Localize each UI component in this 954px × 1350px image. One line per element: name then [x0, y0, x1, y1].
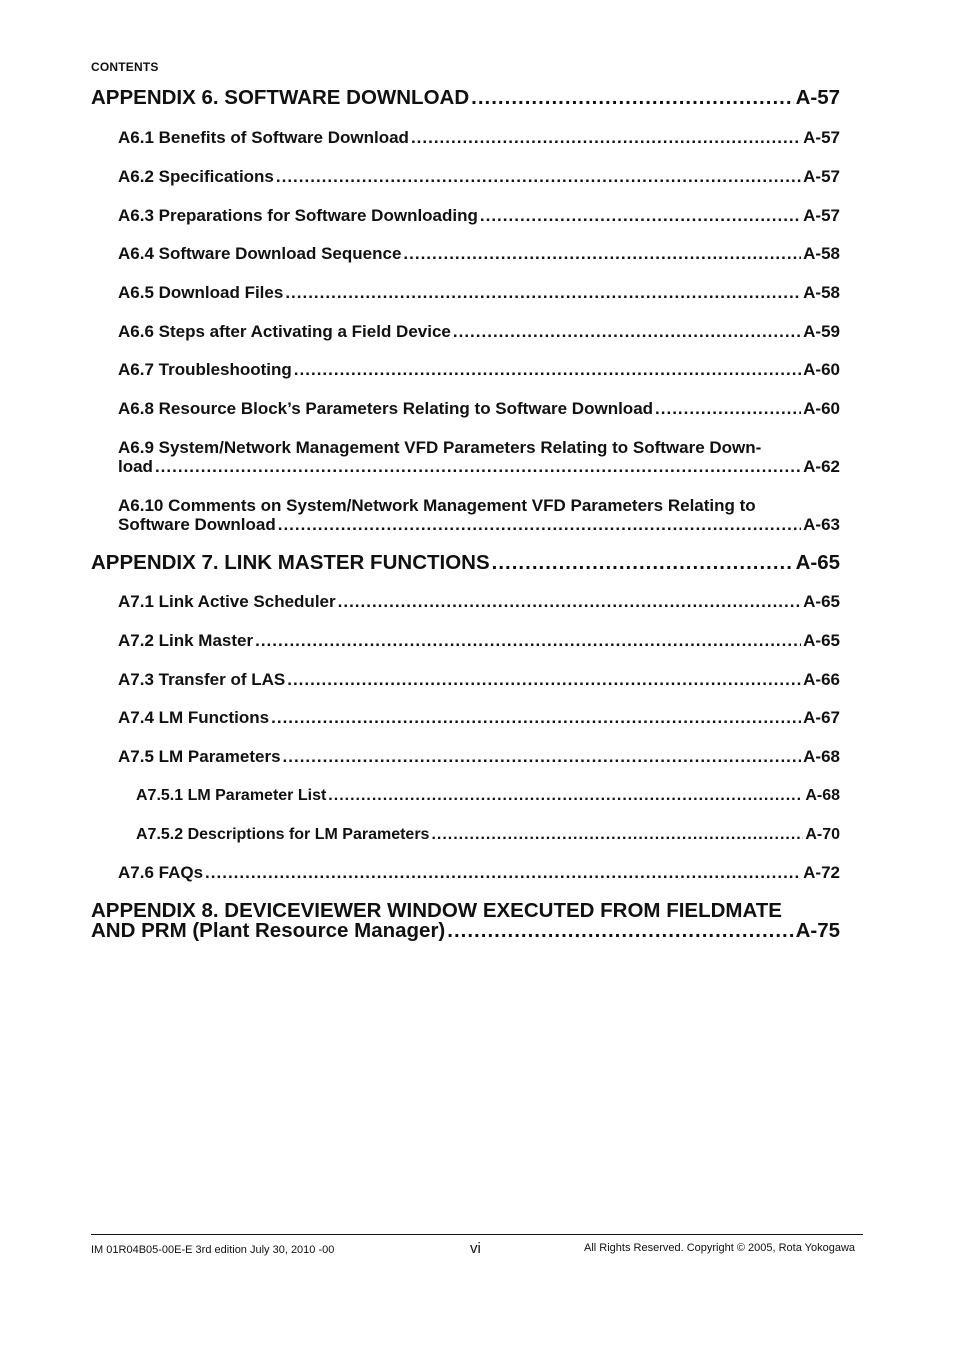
- toc-entry-title: A6.2 Specifications: [118, 167, 274, 186]
- dot-leader: [471, 86, 793, 110]
- toc-entry-title: A7.1 Link Active Scheduler: [118, 592, 336, 611]
- toc-entry-page: A-63: [803, 515, 840, 534]
- toc-entry-a6-10[interactable]: [118, 515, 840, 535]
- dot-leader: [480, 206, 801, 226]
- toc-entry-page: A-65: [803, 631, 840, 650]
- toc-entry-a7-5-2[interactable]: [136, 826, 840, 844]
- dot-leader: [294, 360, 801, 380]
- dot-leader: [287, 670, 801, 690]
- toc-entry-a6-10-line1[interactable]: A6.10 Comments on System/Network Management VFD Parameters Relating to: [118, 496, 756, 515]
- toc-entry-title: A7.5.1 LM Parameter List: [136, 787, 327, 804]
- footer-rule: [91, 1234, 358, 1235]
- toc-entry-page: A-66: [803, 670, 840, 689]
- toc-entry-page: A-59: [803, 322, 840, 341]
- toc-entry-title: A6.5 Download Files: [118, 283, 284, 302]
- toc-entry-page: A-57: [803, 128, 840, 147]
- toc-entry-title: A7.3 Transfer of LAS: [118, 670, 286, 689]
- toc-entry-title: AND PRM (Plant Resource Manager): [91, 919, 446, 942]
- dot-leader: [328, 787, 803, 805]
- toc-entry-a6-5[interactable]: [118, 283, 840, 303]
- toc-entry-page: A-68: [805, 787, 840, 804]
- dot-leader: [155, 457, 801, 477]
- toc-entry-appendix-7[interactable]: [91, 551, 840, 575]
- footer-rule: [358, 1234, 863, 1235]
- toc-entry-a6-3[interactable]: [118, 206, 840, 226]
- dot-leader: [447, 919, 793, 943]
- dot-leader: [283, 747, 802, 767]
- toc-entry-page: A-57: [803, 167, 840, 186]
- toc-entry-title: A6.8 Resource Block’s Parameters Relating to Software Download: [118, 399, 654, 418]
- toc-entry-title: A6.1 Benefits of Software Download: [118, 128, 409, 147]
- footer-doc-id: IM 01R04B05-00E-E 3rd edition July 30, 2010 -00: [91, 1244, 335, 1256]
- toc-entry-a6-1[interactable]: [118, 128, 840, 148]
- toc-entry-a7-1[interactable]: [118, 592, 840, 612]
- toc-entry-page: A-67: [803, 708, 840, 727]
- dot-leader: [492, 551, 794, 575]
- toc-entry-a6-2[interactable]: [118, 167, 840, 187]
- toc-entry-title: A7.4 LM Functions: [118, 708, 270, 727]
- dot-leader: [276, 167, 801, 187]
- toc-entry-title: load: [118, 457, 153, 476]
- toc-entry-a7-5[interactable]: [118, 747, 840, 767]
- dot-leader: [411, 128, 801, 148]
- toc-entry-title: A7.5.2 Descriptions for LM Parameters: [136, 826, 430, 843]
- toc-entry-title: APPENDIX 6. SOFTWARE DOWNLOAD: [91, 86, 470, 109]
- toc-entry-title: A6.6 Steps after Activating a Field Device: [118, 322, 451, 341]
- dot-leader: [285, 283, 801, 303]
- toc-entry-appendix-8[interactable]: [91, 919, 840, 943]
- toc-entry-page: A-70: [805, 826, 840, 843]
- footer-copyright: All Rights Reserved. Copyright © 2005, Rota Yokogawa: [584, 1242, 856, 1254]
- toc-entry-a6-9[interactable]: [118, 457, 840, 477]
- toc-entry-title: A6.3 Preparations for Software Downloading: [118, 206, 478, 225]
- running-header: CONTENTS: [91, 60, 159, 74]
- toc-entry-a6-8[interactable]: [118, 399, 840, 419]
- dot-leader: [278, 515, 801, 535]
- dot-leader: [205, 863, 801, 883]
- toc-entry-a6-4[interactable]: [118, 244, 840, 264]
- toc-entry-a7-3[interactable]: [118, 670, 840, 690]
- toc-entry-a7-4[interactable]: [118, 708, 840, 728]
- toc-entry-page: A-57: [795, 86, 840, 109]
- toc-entry-title: A7.6 FAQs: [118, 863, 204, 882]
- dot-leader: [338, 592, 802, 612]
- toc-entry-page: A-58: [803, 283, 840, 302]
- toc-entry-appendix-6[interactable]: [91, 86, 840, 110]
- footer-page-number: vi: [470, 1240, 481, 1257]
- toc-entry-a6-7[interactable]: [118, 360, 840, 380]
- toc-entry-title: APPENDIX 7. LINK MASTER FUNCTIONS: [91, 551, 490, 574]
- toc-entry-page: A-65: [803, 592, 840, 611]
- dot-leader: [403, 244, 801, 264]
- toc-entry-title: A6.4 Software Download Sequence: [118, 244, 402, 263]
- toc-entry-page: A-62: [803, 457, 840, 476]
- toc-entry-appendix-8-line1[interactable]: APPENDIX 8. DEVICEVIEWER WINDOW EXECUTED FROM FIELDMATE: [91, 899, 782, 922]
- toc-entry-page: A-60: [803, 399, 840, 418]
- toc-entry-title: A6.7 Troubleshooting: [118, 360, 292, 379]
- toc-entry-page: A-75: [795, 919, 840, 942]
- toc-entry-a7-5-1[interactable]: [136, 787, 840, 805]
- toc-entry-title: A7.2 Link Master: [118, 631, 254, 650]
- toc-entry-a6-6[interactable]: [118, 322, 840, 342]
- toc-entry-a6-9-line1[interactable]: A6.9 System/Network Management VFD Parameters Relating to Software Down-: [118, 438, 762, 457]
- toc-entry-page: A-65: [795, 551, 840, 574]
- toc-entry-page: A-58: [803, 244, 840, 263]
- dot-leader: [453, 322, 801, 342]
- toc-entry-title: A7.5 LM Parameters: [118, 747, 281, 766]
- dot-leader: [655, 399, 801, 419]
- dot-leader: [431, 826, 803, 844]
- dot-leader: [271, 708, 801, 728]
- toc-entry-a7-6[interactable]: [118, 863, 840, 883]
- toc-entry-page: A-60: [803, 360, 840, 379]
- toc-entry-page: A-68: [803, 747, 840, 766]
- toc-entry-title: Software Download: [118, 515, 276, 534]
- toc-entry-a7-2[interactable]: [118, 631, 840, 651]
- dot-leader: [255, 631, 801, 651]
- toc-entry-page: A-72: [803, 863, 840, 882]
- toc-entry-page: A-57: [803, 206, 840, 225]
